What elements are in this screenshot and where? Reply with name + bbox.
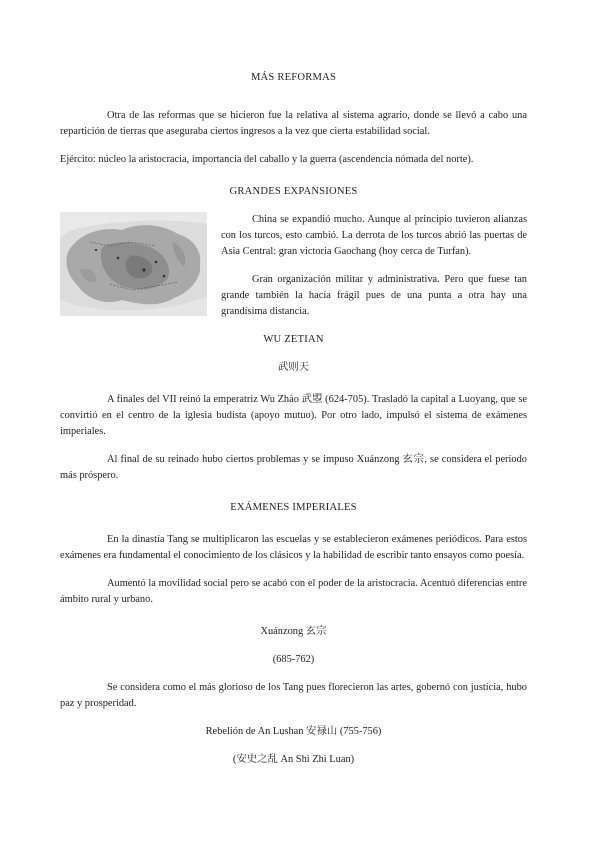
rebelion-subtitle: (安史之乱 An Shi Zhi Luan): [232, 754, 355, 765]
document-content: [60, 70, 527, 768]
paragraph-movilidad-social: Aumentó la movilidad social pero se acabó con el poder de la aristocracia. Acentuó diferencias entre ámbito rural y urbano.: [60, 578, 527, 605]
paragraph-ejercito: Ejército: núcleo la aristocracia, importancia del caballo y la guerra (ascendencia nómada del norte).: [60, 154, 474, 165]
paragraph-final-reinado: Al final de su reinado hubo ciertos problemas y se impuso Xuánzong 玄宗, se considera el período más próspero.: [60, 454, 527, 481]
heading-examenes-imperiales: EXÁMENES IMPERIALES: [230, 502, 357, 513]
heading-grandes-expansiones: GRANDES EXPANSIONES: [229, 186, 358, 197]
heading-wu-zetian: WU ZETIAN: [263, 334, 324, 345]
rebelion-title: Rebelión de An Lushan 安禄山 (755-756): [205, 726, 382, 737]
expansion-block: [60, 212, 527, 320]
paragraph-wu-zhao: A finales del VII reinó la emperatriz Wu Zhào 武曌 (624-705). Trasladó la capital a Luoyang, que se convirtió en el centro de la iglesia budista (apoyo mutuo). Por otro lado, impulsó el sistema de exámenes imperiales.: [60, 394, 527, 437]
paragraph-reforma-agraria: Otra de las reformas que se hicieron fue la relativa al sistema agrario, donde se llevó a cabo una repartición de tierras que aseguraba ciertos ingresos a la vez que cierta estabilidad social.: [60, 110, 527, 137]
tang-china-map-image: [60, 212, 207, 316]
expansion-text: [221, 212, 527, 320]
paragraph-xuanzong: Se considera como el más glorioso de los Tang pues florecieron las artes, gobernó con justicia, hubo paz y prosperidad.: [60, 682, 527, 709]
xuanzong-dates: (685-762): [272, 654, 315, 665]
paragraph-organizacion: Gran organización militar y administrativa. Pero que fuese tan grande también la hacía frágil pues de una punta a otra hay una grandísima distancia.: [221, 274, 527, 317]
paragraph-expansion: China se expandió mucho. Aunque al principio tuvieron alianzas con los turcos, esto cambió. La derrota de los turcos abrió las puertas de Asia Central: gran victoria Gaochang (hoy cerca de Turfan).: [221, 214, 527, 257]
heading-mas-reformas: MÁS REFORMAS: [250, 72, 337, 83]
xuanzong-name: Xuánzong 玄宗: [260, 626, 327, 637]
paragraph-escuelas: En la dinastía Tang se multiplicaron las escuelas y se establecieron exámenes periódicos. Para estos exámenes era fundamental el conocimiento de los clásicos y la habilidad de escribir tanto ensayos como poesía.: [60, 534, 527, 561]
wu-zetian-chinese-name: 武则天: [277, 362, 310, 373]
map-illustration: [60, 212, 207, 316]
